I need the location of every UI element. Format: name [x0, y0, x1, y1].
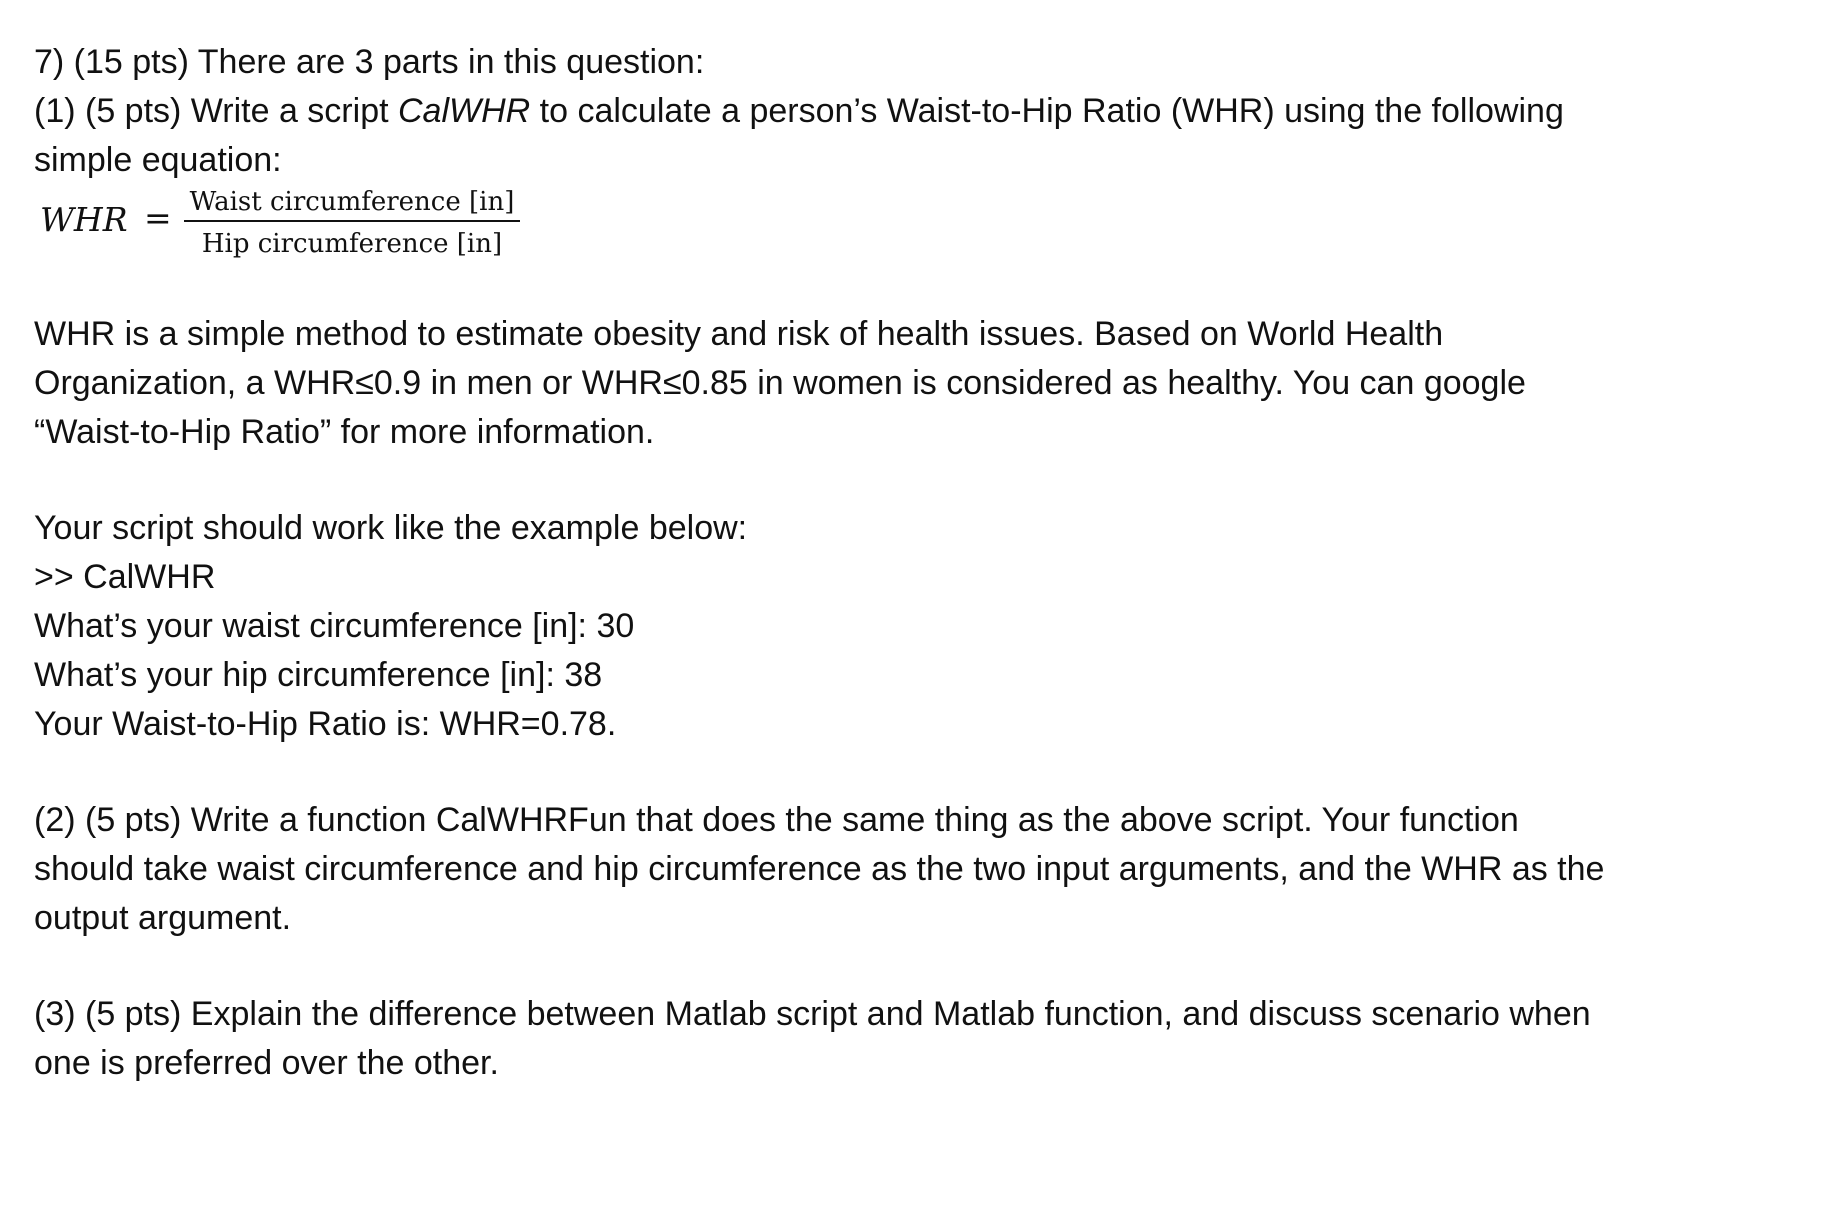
description-line: Organization, a WHR≤0.9 in men or WHR≤0.85 in women is considered as healthy. You can google: [34, 364, 1526, 402]
example-intro: Your script should work like the example below:: [34, 509, 748, 547]
part1-line1: [34, 91, 1564, 131]
part1-line2: simple equation:: [34, 141, 282, 179]
fraction-bar: [184, 220, 520, 222]
description-line: “Waist-to-Hip Ratio” for more information.: [34, 413, 655, 451]
part1-prefix: (1) (5 pts) Write a script: [34, 92, 398, 130]
part2-line: should take waist circumference and hip circumference as the two input arguments, and the WHR as the: [34, 850, 1605, 888]
example-line: What’s your waist circumference [in]: 30: [34, 607, 635, 645]
question-header: 7) (15 pts) There are 3 parts in this question:: [34, 43, 705, 81]
equation-lhs: WHR: [40, 200, 128, 239]
description-line: WHR is a simple method to estimate obesity and risk of health issues. Based on World Health: [34, 315, 1444, 353]
equation-fraction: [184, 186, 520, 260]
equation-denominator: Hip circumference [in]: [201, 229, 503, 259]
part2-line: output argument.: [34, 899, 292, 937]
equation-numerator: Waist circumference [in]: [189, 187, 515, 217]
script-name: CalWHR: [398, 92, 531, 130]
part3-line: one is preferred over the other.: [34, 1044, 499, 1082]
equation-equals: =: [144, 198, 172, 237]
example-line: >> CalWHR: [34, 558, 216, 596]
part1-suffix: to calculate a person’s Waist-to-Hip Ratio (WHR) using the following: [530, 92, 1564, 130]
example-line: Your Waist-to-Hip Ratio is: WHR=0.78.: [34, 705, 617, 743]
part2-line: (2) (5 pts) Write a function CalWHRFun that does the same thing as the above script. Your function: [34, 801, 1519, 839]
example-line: What’s your hip circumference [in]: 38: [34, 656, 603, 694]
part3-line: (3) (5 pts) Explain the difference between Matlab script and Matlab function, and discuss scenario when: [34, 995, 1591, 1033]
